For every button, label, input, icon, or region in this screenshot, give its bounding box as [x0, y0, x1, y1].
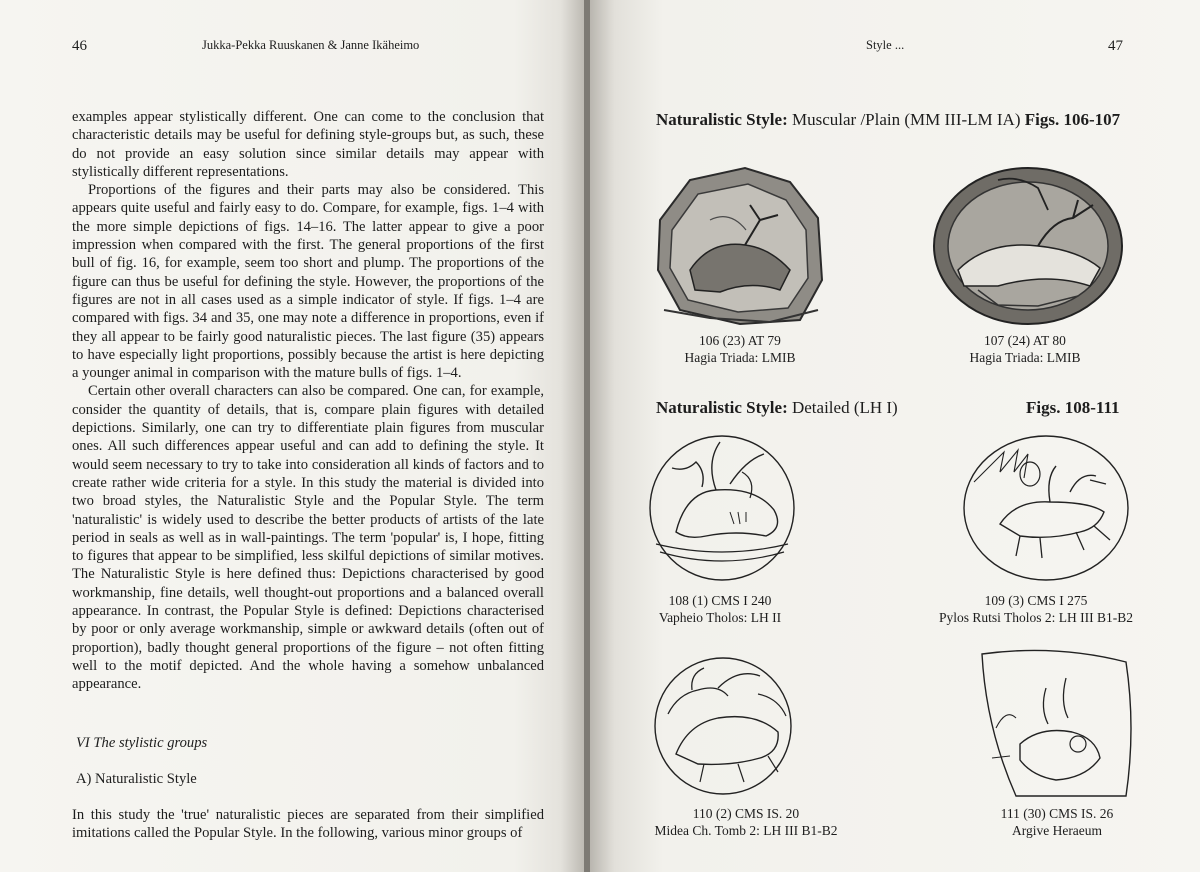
left-page: [0, 0, 584, 872]
figure-caption: [646, 805, 846, 839]
section-title-rest: Muscular /Plain (MM III-LM IA): [787, 110, 1025, 129]
section-title-rest: Detailed (LH I): [787, 398, 898, 417]
paragraph: In this study the 'true' naturalistic pieces are separated from their simplified imitations called the Popular Style. In the following, various minor groups of: [72, 807, 544, 842]
final-paragraph: [72, 806, 544, 843]
paragraph: Certain other overall characters can also be compared. One can, for example, consider the quantity of details, that is, compare plain figures with detailed depictions. Similarly, one can try to differentiate plain figures from muscular ones. All such differences appear useful and can add to defining the style. It would seem necessary to try to take into consideration all kinds of factors and to create rather wide criteria for a style. In this study the material is divided into two broad styles, the Naturalistic Style and the Popular Style. The term 'naturalistic' is widely used to describe the better products of artists of the late period in seals as well as in wall-paintings. The term 'popular' is, I hope, fitting to figures that appear to be simplified, less skilful depictions of similar motives. The Naturalistic Style is here defined thus: Depictions characterised by good workmanship, fine details, well thought-out proportions and a balanced overall appearance. In contrast, the Popular Style is defined: Depictions characterised by poor or only average workmanship, simple or awkward details (often out of proportion), badly thought general proportions of the figure – not often fitting well to the motif depicted. And the whole having a somehow unbalanced appearance.: [72, 383, 544, 693]
caption-line: Midea Ch. Tomb 2: LH III B1-B2: [654, 823, 838, 838]
figure-caption: [940, 332, 1110, 366]
section-title-bold: Naturalistic Style:: [656, 398, 788, 417]
caption-line: Hagia Triada: LMIB: [969, 350, 1081, 365]
paragraph: examples appear stylistically different. One can come to the conclusion that characteristic details may be useful for defining style-groups but, as such, these do not provide an easy solution since similar details may appear with stylistically different representations.: [72, 109, 544, 180]
page-number: 47: [1108, 38, 1123, 54]
section-title: [656, 110, 1120, 130]
caption-line: 111 (30) CMS IS. 26: [1000, 806, 1114, 821]
figs-range: Figs. 108-111: [1026, 398, 1120, 417]
seal-drawing-image: [960, 432, 1132, 584]
caption-line: 110 (2) CMS IS. 20: [692, 806, 800, 821]
section-title-bold: Naturalistic Style:: [656, 110, 788, 129]
page-number: 46: [72, 38, 87, 54]
section-title: [656, 398, 898, 418]
seal-impression-image: [650, 160, 830, 328]
seal-drawing-image: [976, 648, 1136, 800]
figure-caption: [660, 332, 820, 366]
caption-line: 109 (3) CMS I 275: [984, 593, 1088, 608]
seal-drawing-image: [646, 432, 798, 584]
caption-line: Vapheio Tholos: LH II: [658, 610, 782, 625]
figure-caption: [916, 592, 1156, 626]
caption-line: 107 (24) AT 80: [984, 333, 1066, 348]
subsection-heading: A) Naturalistic Style: [76, 771, 197, 787]
seal-drawing-image: [648, 654, 798, 798]
figure-caption: [640, 592, 800, 626]
caption-line: Argive Heraeum: [1011, 823, 1103, 838]
body-text: [72, 108, 544, 694]
seal-impression-image: [928, 160, 1124, 328]
figure-caption: [972, 805, 1142, 839]
section-heading: VI The stylistic groups: [76, 735, 208, 751]
caption-line: 108 (1) CMS I 240: [668, 593, 772, 608]
caption-line: 106 (23) AT 79: [699, 333, 781, 348]
running-head: Jukka-Pekka Ruuskanen & Janne Ikäheimo: [202, 38, 420, 52]
figs-range: Figs. 106-107: [1024, 110, 1121, 129]
running-head: Style ...: [866, 38, 905, 52]
caption-line: Hagia Triada: LMIB: [684, 350, 796, 365]
paragraph: Proportions of the figures and their parts may also be considered. This appears quite useful and fairly easy to do. Compare, for example, figs. 1–4 with the more simple depictions of figs. 14–16. The latter appear to give a poor impression when compared with the first. The general proportions of the first bull of fig. 16, for example, seem too short and plump. The proportions of the figure can thus be useful for defining the style. However, the proportions of the figures are not in all cases used as a simple indicator of style. If figs. 1–4 are compared with figs. 34 and 35, one may note a difference in proportions, even if they all appear to be fairly good naturalistic pieces. The last figure (35) appears to have especially light proportions, possibly because the artist is here depicting a younger animal in comparison with the mature bulls of figs. 1–4.: [72, 182, 544, 382]
caption-line: Pylos Rutsi Tholos 2: LH III B1-B2: [938, 610, 1134, 625]
